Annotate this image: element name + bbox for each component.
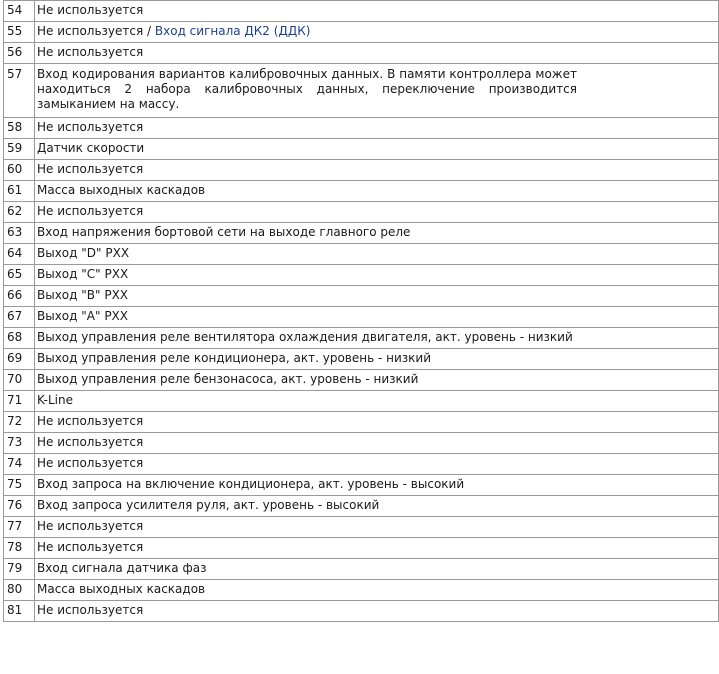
- pin-number: 64: [4, 244, 35, 265]
- pin-description: Выход управления реле вентилятора охлаждения двигателя, акт. уровень - низкий: [35, 328, 719, 349]
- table-row: [4, 307, 719, 328]
- table-row: [4, 1, 719, 22]
- pin-description: [35, 22, 719, 43]
- pin-number: 65: [4, 265, 35, 286]
- pin-description: Вход сигнала датчика фаз: [35, 559, 719, 580]
- table-row: [4, 223, 719, 244]
- pin-number: 68: [4, 328, 35, 349]
- pin-number: 63: [4, 223, 35, 244]
- table-row: [4, 370, 719, 391]
- table-row: [4, 454, 719, 475]
- pin-description: K-Line: [35, 391, 719, 412]
- pin-description: Не используется: [35, 43, 719, 64]
- pin-number: 69: [4, 349, 35, 370]
- pin-table: [3, 0, 719, 622]
- pin-description: Выход "A" РХХ: [35, 307, 719, 328]
- pin-description: Не используется: [35, 433, 719, 454]
- pin-description: Не используется: [35, 1, 719, 22]
- pin-number: 60: [4, 160, 35, 181]
- pin-number: 62: [4, 202, 35, 223]
- pin-description: Вход запроса на включение кондиционера, акт. уровень - высокий: [35, 475, 719, 496]
- table-row: [4, 412, 719, 433]
- pin-number: 66: [4, 286, 35, 307]
- pin-description: Вход запроса усилителя руля, акт. уровень - высокий: [35, 496, 719, 517]
- pin-description: [35, 64, 719, 118]
- table-row: [4, 601, 719, 622]
- pin-description: Не используется: [35, 160, 719, 181]
- pin-description-text: Вход кодирования вариантов калибровочных данных. В памяти контроллера может находиться 2 набора калибровочных данных, переключение производится замыканием на массу.: [37, 67, 577, 111]
- pin-number: 74: [4, 454, 35, 475]
- table-row: [4, 22, 719, 43]
- table-row: [4, 118, 719, 139]
- pin-number: 71: [4, 391, 35, 412]
- pin-number: 73: [4, 433, 35, 454]
- pin-description: Выход управления реле кондиционера, акт. уровень - низкий: [35, 349, 719, 370]
- pin-number: 56: [4, 43, 35, 64]
- dk2-signal-link[interactable]: Вход сигнала ДК2 (ДДК): [154, 24, 311, 38]
- pin-description: Не используется: [35, 118, 719, 139]
- pin-number: 67: [4, 307, 35, 328]
- table-row: [4, 265, 719, 286]
- pin-description: Выход управления реле бензонасоса, акт. уровень - низкий: [35, 370, 719, 391]
- pin-description: Масса выходных каскадов: [35, 580, 719, 601]
- table-row: [4, 286, 719, 307]
- table-row: [4, 475, 719, 496]
- pin-number: 55: [4, 22, 35, 43]
- pin-number: 59: [4, 139, 35, 160]
- table-row: [4, 139, 719, 160]
- pin-number: 70: [4, 370, 35, 391]
- pin-description: Не используется: [35, 454, 719, 475]
- pin-number: 77: [4, 517, 35, 538]
- pin-description: Масса выходных каскадов: [35, 181, 719, 202]
- table-row: [4, 244, 719, 265]
- table-row: [4, 580, 719, 601]
- table-row: [4, 202, 719, 223]
- pin-number: 57: [4, 64, 35, 118]
- table-row: [4, 433, 719, 454]
- pin-description: Не используется: [35, 412, 719, 433]
- separator: /: [143, 24, 155, 38]
- pin-number: 79: [4, 559, 35, 580]
- pin-number: 81: [4, 601, 35, 622]
- pin-number: 58: [4, 118, 35, 139]
- pin-description: Выход "C" РХХ: [35, 265, 719, 286]
- table-row: [4, 349, 719, 370]
- pin-description-text: Не используется: [37, 24, 144, 38]
- table-row: [4, 496, 719, 517]
- pin-description: Вход напряжения бортовой сети на выходе главного реле: [35, 223, 719, 244]
- table-row: [4, 328, 719, 349]
- pin-number: 72: [4, 412, 35, 433]
- table-row: [4, 517, 719, 538]
- table-row: [4, 64, 719, 118]
- pin-description: Не используется: [35, 517, 719, 538]
- pin-number: 76: [4, 496, 35, 517]
- table-row: [4, 538, 719, 559]
- pin-number: 61: [4, 181, 35, 202]
- table-row: [4, 160, 719, 181]
- pin-description: Выход "B" РХХ: [35, 286, 719, 307]
- pin-description: Не используется: [35, 601, 719, 622]
- pin-description: Не используется: [35, 202, 719, 223]
- pin-number: 54: [4, 1, 35, 22]
- pin-number: 75: [4, 475, 35, 496]
- table-row: [4, 181, 719, 202]
- pin-number: 78: [4, 538, 35, 559]
- table-row: [4, 43, 719, 64]
- pin-description: Не используется: [35, 538, 719, 559]
- pin-description: Выход "D" РХХ: [35, 244, 719, 265]
- pin-description: Датчик скорости: [35, 139, 719, 160]
- table-row: [4, 391, 719, 412]
- pin-number: 80: [4, 580, 35, 601]
- table-row: [4, 559, 719, 580]
